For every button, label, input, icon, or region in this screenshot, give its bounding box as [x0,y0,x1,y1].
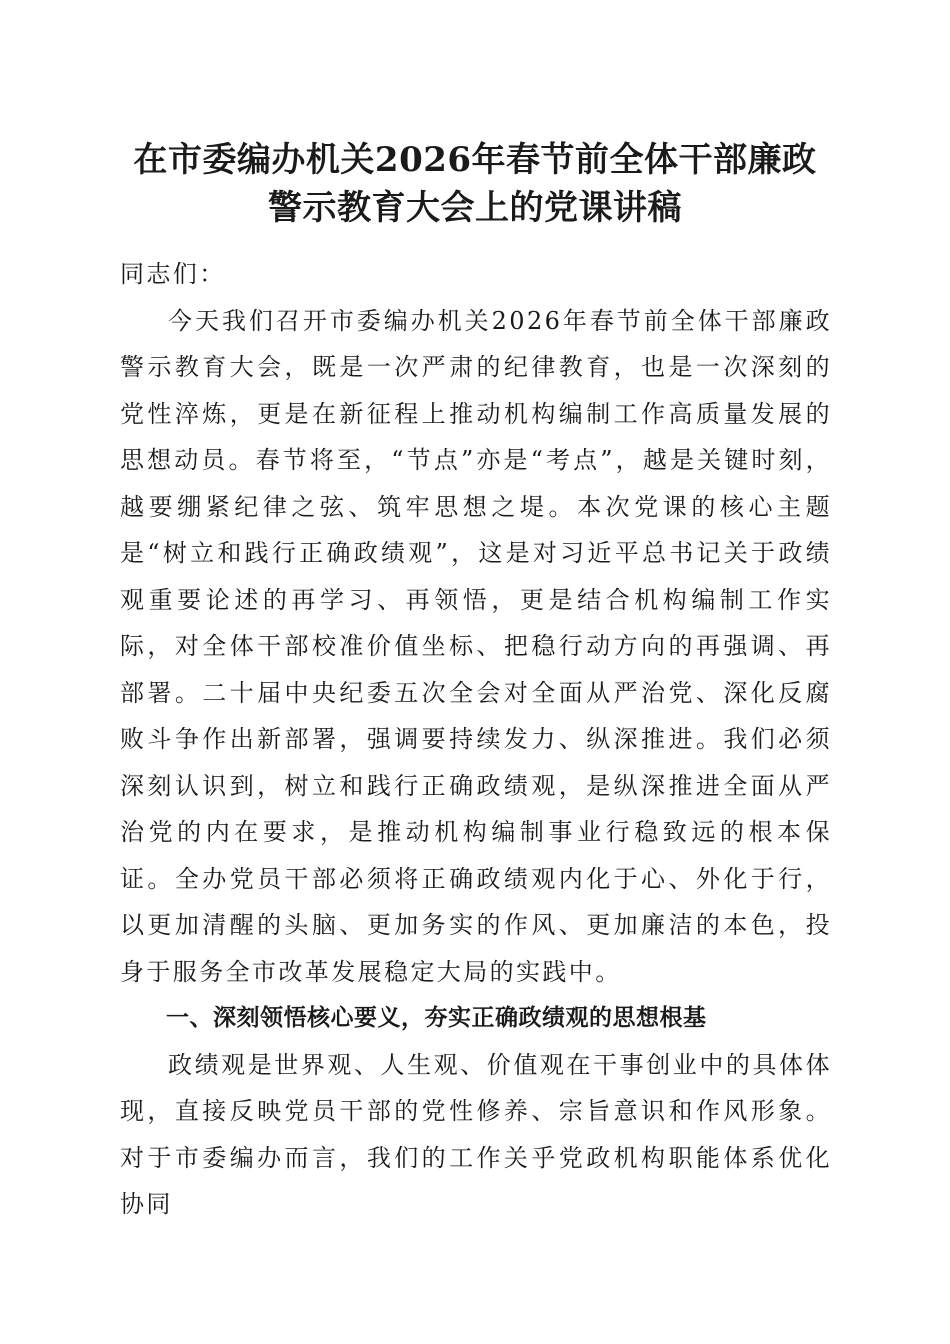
intro-paragraph: 今天我们召开市委编办机关2026年春节前全体干部廉政警示教育大会，既是一次严肃的纪律教育，也是一次深刻的党性淬炼，更是在新征程上推动机构编制工作高质量发展的思想动员。春节将至，“节点”亦是“考点”，越是关键时刻，越要绷紧纪律之弦、筑牢思想之堤。本次党课的核心主题是“树立和践行正确政绩观”，这是对习近平总书记关于政绩观重要论述的再学习、再领悟，更是结合机构编制工作实际，对全体干部校准价值坐标、把稳行动方向的再强调、再部署。二十届中央纪委五次全会对全面从严治党、深化反腐败斗争作出新部署，强调要持续发力、纵深推进。我们必须深刻认识到，树立和践行正确政绩观，是纵深推进全面从严治党的内在要求，是推动机构编制事业行稳致远的根本保证。全办党员干部必须将正确政绩观内化于心、外化于行，以更加清醒的头脑、更加务实的作风、更加廉洁的本色，投身于服务全市改革发展稳定大局的实践中。 [120,306,832,986]
title-line-2: 警示教育大会上的党课讲稿 [268,188,682,228]
salutation: 同志们： [120,260,226,288]
title-line-1: 在市委编办机关2026年春节前全体干部廉政 [133,140,817,180]
section-heading: 一、深刻领悟核心要义，夯实正确政绩观的思想根基 [166,1005,707,1031]
document-title [100,136,850,232]
document-body [120,251,832,1228]
section-paragraph: 政绩观是世界观、人生观、价值观在干事创业中的具体体现，直接反映党员干部的党性修养、宗旨意识和作风形象。对于市委编办而言，我们的工作关乎党政机构职能体系优化协同 [120,1050,832,1218]
